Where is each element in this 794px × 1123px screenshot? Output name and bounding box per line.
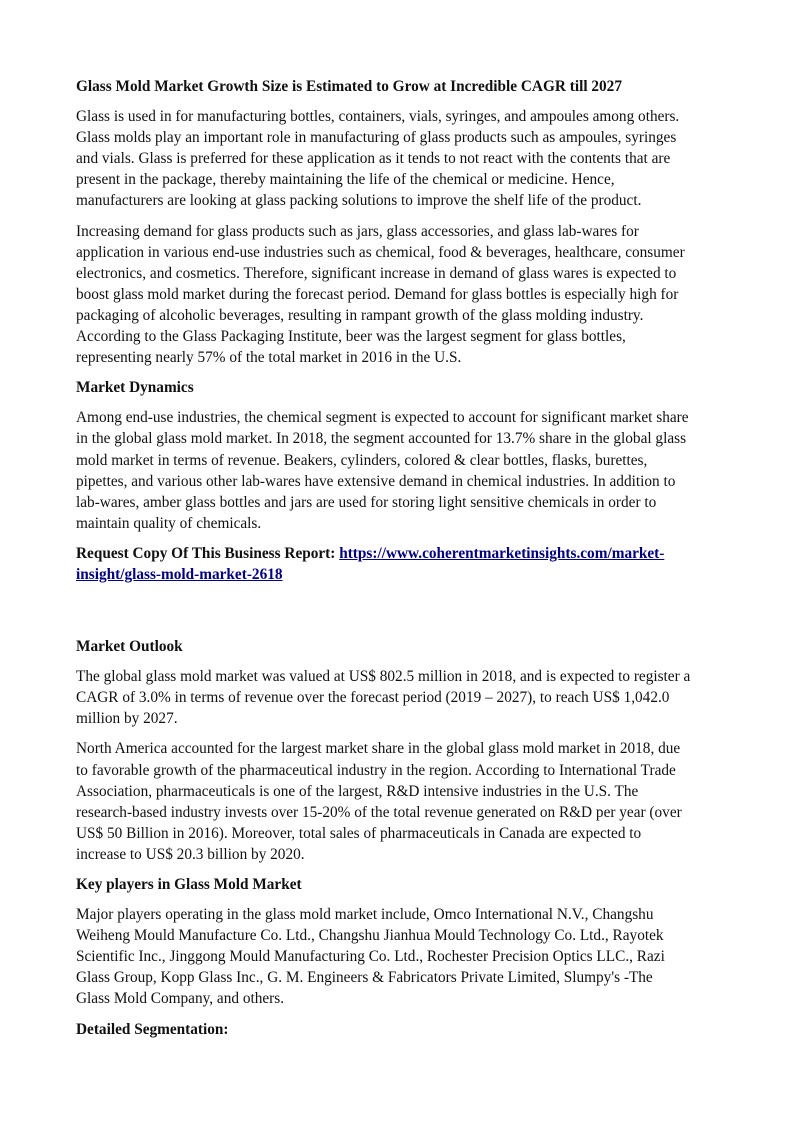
intro-paragraph: Glass is used in for manufacturing bottles, containers, vials, syringes, and ampoules among others. Glass molds play an important role in manufacturing of glass products such as ampoules, syringes and vials. Glass is preferred for these application as it tends to not react with the contents that are present in the package, thereby maintaining the life of the chemical or medicine. Hence, manufacturers are looking at glass packing solutions to improve the shelf life of the product. <box>76 108 680 210</box>
market-outlook-paragraph-1: The global glass mold market was valued at US$ 802.5 million in 2018, and is expected to register a CAGR of 3.0% in terms of revenue over the forecast period (2019 – 2027), to reach US$ 1,042.0 million by 2027. <box>76 668 691 728</box>
report-link[interactable]: https://www.coherentmarketinsights.com/market- <box>339 544 665 562</box>
document-page <box>76 76 722 1040</box>
market-dynamics-heading: Market Dynamics <box>76 379 194 397</box>
market-outlook-heading: Market Outlook <box>76 638 183 656</box>
request-copy-paragraph <box>76 543 722 585</box>
request-copy-label: Request Copy Of This Business Report: <box>76 544 340 562</box>
market-dynamics-paragraph: Among end-use industries, the chemical segment is expected to account for significant market share in the global glass mold market. In 2018, the segment accounted for 13.7% share in the global glass mold market in terms of revenue. Beakers, cylinders, colored & clear bottles, flasks, burettes, pipettes, and various other lab-wares have extensive demand in chemical industries. In addition to lab-wares, amber glass bottles and jars are used for storing light sensitive chemicals in order to maintain quality of chemicals. <box>76 409 689 532</box>
key-players-paragraph: Major players operating in the glass mold market include, Omco International N.V., Changshu Weiheng Mould Manufacture Co. Ltd., Changshu Jianhua Mould Technology Co. Ltd., Rayotek Scientific Inc., Jinggong Mould Manufacturing Co. Ltd., Rochester Precision Optics LLC., Razi Glass Group, Kopp Glass Inc., G. M. Engineers & Fabricators Private Limited, Slumpy's -The Glass Mold Company, and others. <box>76 906 665 1008</box>
detailed-segmentation-heading: Detailed Segmentation: <box>76 1020 229 1038</box>
report-link-continued[interactable]: insight/glass-mold-market-2618 <box>76 565 283 583</box>
document-title: Glass Mold Market Growth Size is Estimated to Grow at Incredible CAGR till 2027 <box>76 78 622 95</box>
key-players-heading: Key players in Glass Mold Market <box>76 876 302 893</box>
market-outlook-paragraph-2: North America accounted for the largest market share in the global glass mold market in 2018, due to favorable growth of the pharmaceutical industry in the region. According to International Trade Association, pharmaceuticals is one of the largest, R&D intensive industries in the U.S. The research-based industry invests over 15-20% of the total revenue generated on R&D per year (over US$ 50 Billion in 2016). Moreover, total sales of pharmaceuticals in Canada are expected to increase to US$ 20.3 billion by 2020. <box>76 740 682 863</box>
demand-paragraph: Increasing demand for glass products such as jars, glass accessories, and glass lab-wares for application in various end-use industries such as chemical, food & beverages, healthcare, consumer electronics, and cosmetics. Therefore, significant increase in demand of glass wares is expected to boost glass mold market during the forecast period. Demand for glass bottles is especially high for packaging of alcoholic beverages, resulting in rampant growth of the glass molding industry. According to the Glass Packaging Institute, beer was the largest segment for glass bottles, representing nearly 57% of the total market in 2016 in the U.S. <box>76 222 685 367</box>
